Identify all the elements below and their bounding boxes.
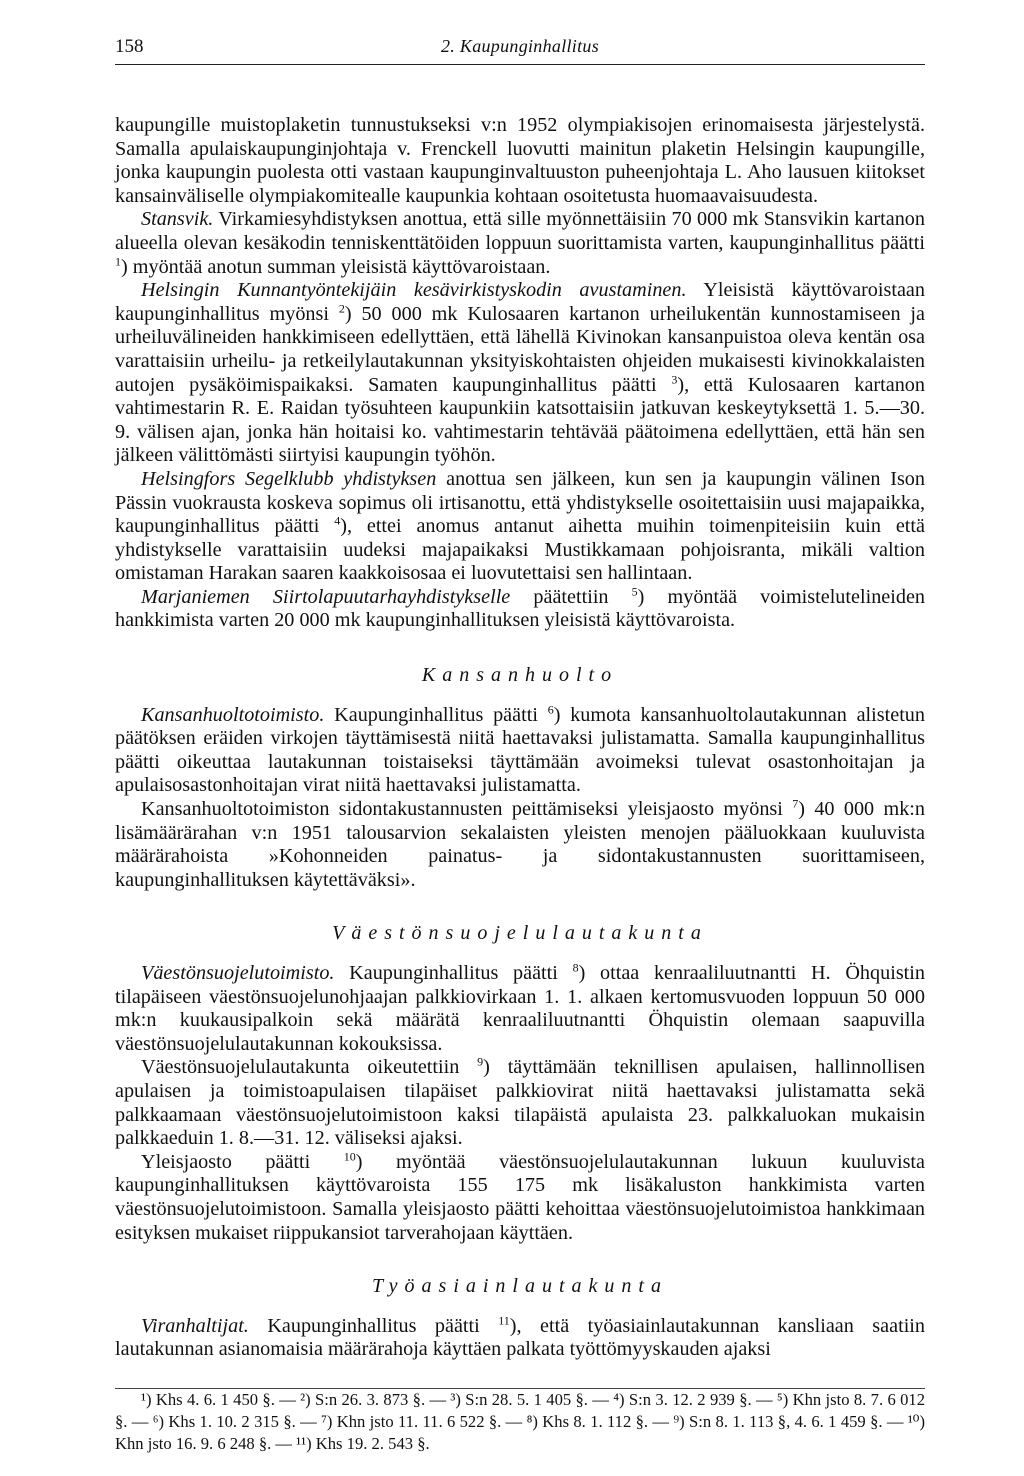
paragraph: kaupungille muistoplaketin tunnustukseksi v:n 1952 olympiakisojen erinomaisesta järjestelystä. Samalla apulaiskaupunginjohtaja v. Frenckell luovutti mainitun plaketin Helsingin kaupungille, jonka kaupungin puolesta otti vastaan kaupunginvaltuuston puheenjohtaja L. Aho lausuen kiitokset kansainväliselle olympiakomitealle kaupunkia kohtaan osoitetusta huomaavaisuudesta. — [115, 114, 925, 207]
paragraph: Helsingfors Segelklubb yhdistyksen anottua sen jälkeen, kun sen ja kaupungin välinen Ison Pässin vuokrausta koskeva sopimus oli irtisanottu, että yhdistykselle osoitettaisiin uusi majapaikka, kaupunginhallitus päätti $^4$), ettei anomus antanut aihetta muihin toimenpiteisiin kuin että yhdistykselle varattaisiin uudeksi majapaikaksi Mustikkamaan pohjoisranta, mikäli valtion omistaman Harakan saaren kaakkoisosaa ei luovutettaisi sen hallintaan. — [115, 467, 925, 585]
paragraph: Väestönsuojelutoimisto. Kaupunginhallitus päätti $^8$) ottaa kenraaliluutnantti H. Öhquistin tilapäiseen väestönsuojelunohjaajan palkkiovirkaan 1. 1. alkaen kertomusvuoden loppuun 50 000 mk:n kuukausipalkoin sekä määrätä kenraaliluutnantti Öhquistin olemaan saapuvilla väestönsuojelulautakunnan kokouksissa. — [115, 960, 925, 1055]
paragraph: Viranhaltijat. Kaupunginhallitus päätti $^{11}$), että työasiainlautakunnan kansliaan saatiin lautakunnan asianomaisia määrärahoja käyttäen palkata työttömyyskauden ajaksi — [115, 1312, 926, 1361]
page-header — [115, 32, 925, 65]
paragraph: Helsingin Kunnantyöntekijäin kesävirkistyskodin avustaminen. Yleisistä käyttövaroistaan kaupunginhallitus myönsi $^2$) 50 000 mk Kulosaaren kartanon urheilukentän kunnostamiseen ja urheiluvälineiden hankkimiseen edellyttäen, että lähellä Kivinokan kansanpuistoa oleva kentän osa varattaisiin urheilu- ja retkeilylautakunnan yksityiskohtaisten ohjeiden mukaisesti kivinokkalaisten autojen pysäköimispaikaksi. Samaten kaupunginhallitus päätti $^3$), että Kulosaaren kartanon vahtimestarin R. E. Raidan työsuhteen kaupunkiin katsottaisiin jatkuvan keskeytyksettä 1. 5.—30. 9. välisen ajan, jonka hän hoitaisi ko. vahtimestarin tehtävää päätoimena edellyttäen, että hän sen jälkeen välittömästi siirtyisi kaupungin työhön. — [115, 279, 925, 467]
paragraph: Stansvik. Virkamiesyhdistyksen anottua, että sille myönnettäisiin 70 000 mk Stansvikin kartanon alueella olevan kesäkodin tenniskenttätöiden loppuun suorittamista varten, kaupunginhallitus päätti $^1$) myöntää anotun summan yleisistä käyttövaroistaan. — [115, 208, 925, 278]
footnotes: ¹) Khs 4. 6. 1 450 §. — ²) S:n 26. 3. 873 §. — ³) S:n 28. 5. 1 405 §. — ⁴) S:n 3. 12. 2 939 §. — ⁵) Khn jsto 8. 7. 6 012 §. — ⁶) Khs 1. 10. 2 315 §. — ⁷) Khn jsto 11. 11. 6 522 §. — ⁸) Khs 8. 1. 112 §. — ⁹) S:n 8. 1. 113 §, 4. 6. 1 459 §. — ¹⁰) Khn jsto 16. 9. 6 248 §. — ¹¹) Khs 19. 2. 543 §. — [115, 1389, 925, 1453]
section-heading: Työasiainlautakunta — [372, 1275, 668, 1298]
document-page — [115, 32, 925, 1455]
paragraph: Kansanhuoltotoimiston sidontakustannusten peittämiseksi yleisjaosto myönsi $^7$) 40 000 mk:n lisämäärärahan v:n 1951 talousarvion sekalaisten yleisten menojen pääluokkaan kuuluvista määrärahoista »Kohonneiden painatus- ja sidontakustannusten suorittamiseen, kaupunginhallituksen käytettäväksi». — [115, 796, 926, 891]
paragraph: Yleisjaosto päätti $^{10}$) myöntää väestönsuojelulautakunnan lukuun kuuluvista kaupunginhallituksen käyttövaroista 155 175 mk lisäkaluston hankkimista varten väestönsuojelutoimistoon. Samalla yleisjaosto päätti kehoittaa väestönsuojelutoimistoa hankkimaan esityksen mukaiset riippukansiot tarverahojaan käyttäen. — [115, 1149, 925, 1244]
body-text — [115, 114, 925, 1455]
paragraph: Marjaniemen Siirtolapuutarhayhdistykselle päätettiin $^5$) myöntää voimistelutelineiden hankkimista varten 20 000 mk kaupunginhallituksen yleisistä käyttövaroista. — [115, 584, 926, 632]
running-title: 2. Kaupunginhallitus — [440, 36, 599, 56]
page-number: 158 — [115, 36, 144, 57]
paragraph: Väestönsuojelulautakunta oikeutettiin $^9$) täyttämään teknillisen apulaisen, hallinnollisen apulaisen ja toimistoapulaisen tilapäiset palkkiovirat niitä haettavaksi julistamatta sekä palkkaamaan väestönsuojelutoimistoon kaksi tilapäistä apulaista 23. palkkaluokan mukaisin palkkaeduin 1. 8.—31. 12. väliseksi ajaksi. — [115, 1054, 926, 1150]
section-heading: Kansanhuolto — [421, 664, 619, 687]
paragraph: Kansanhuoltotoimisto. Kaupunginhallitus päätti $^6$) kumota kansanhuoltolautakunnan alistetun päätöksen eräiden virkojen täyttämisestä niitä haettavaksi julistamatta. Samalla kaupunginhallitus päätti oikeuttaa lautakunnan toistaiseksi täyttämään avoimeksi tulevat osastonhoitajan ja apulaisosastonhoitajan virat niitä haettavaksi julistamatta. — [115, 701, 925, 797]
section-heading: Väestönsuojelulautakunta — [332, 922, 708, 945]
